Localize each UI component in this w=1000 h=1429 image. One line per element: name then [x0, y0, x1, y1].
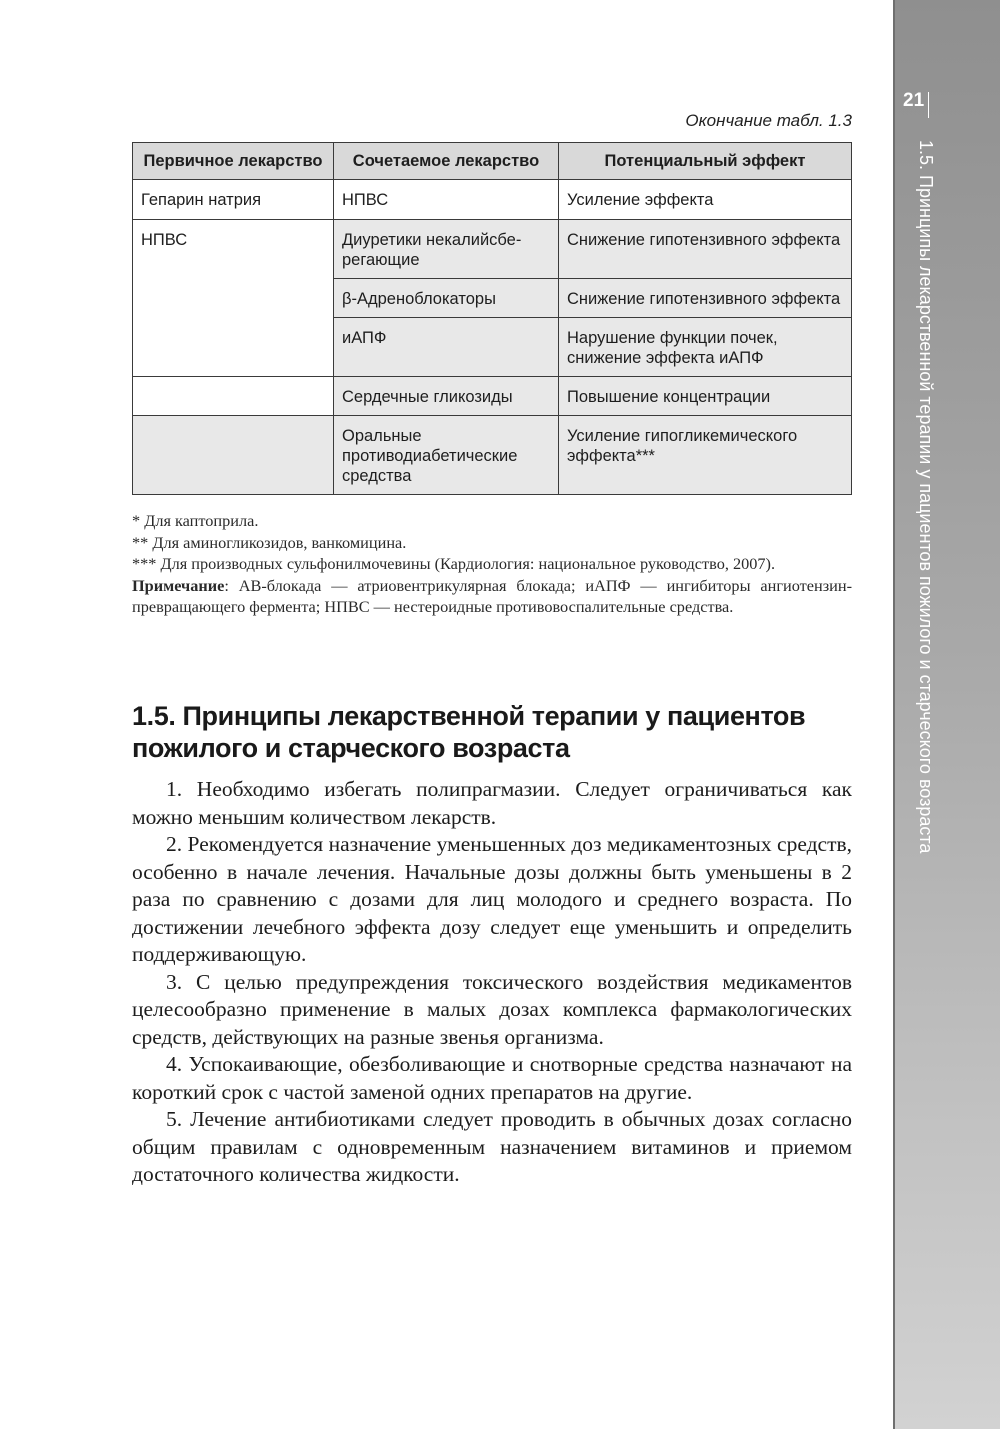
- table-header-row: [133, 143, 852, 180]
- footnote: ** Для аминогликозидов, ванкомицина.: [132, 532, 407, 552]
- table-row: [133, 416, 852, 495]
- table-cell: Гепарин натрия: [133, 180, 334, 220]
- table-row: [133, 377, 852, 416]
- table-cell: иАПФ: [334, 318, 559, 377]
- table-note: [132, 575, 852, 618]
- table-cell: НПВС: [334, 180, 559, 220]
- section-body: [132, 776, 852, 1189]
- table-row: [133, 180, 852, 220]
- page-number-divider: [928, 92, 929, 118]
- table-cell: НПВС: [133, 220, 334, 377]
- table-caption: Окончание табл. 1.3: [685, 111, 852, 130]
- column-header: Сочетаемое лекарство: [334, 143, 559, 180]
- note-label: Примечание: [132, 575, 225, 595]
- table-cell: Усиление гипогликемического эффекта***: [559, 416, 852, 495]
- table-cell: Нарушение функции почек, снижение эффекта иАПФ: [559, 318, 852, 377]
- column-header: Потенциальный эффект: [559, 143, 852, 180]
- table-cell: Диуретики некалийсбе-регающие: [334, 220, 559, 279]
- paragraph: 5. Лечение антибиотиками следует проводить в обычных дозах согласно общим правилам с одновременным назначением витаминов и приемом достаточного количества жидкости.: [132, 1107, 852, 1186]
- table-row: [133, 220, 852, 279]
- table-cell: Оральные противодиабетические средства: [334, 416, 559, 495]
- column-header: Первичное лекарство: [133, 143, 334, 180]
- footnote: * Для каптоприла.: [132, 511, 259, 530]
- table-cell: Снижение гипотензивного эффекта: [559, 279, 852, 318]
- table-cell: β-Адреноблокаторы: [334, 279, 559, 318]
- table-cell: Повышение концентрации: [559, 377, 852, 416]
- table-cell: [133, 416, 334, 495]
- table-cell: [133, 377, 334, 416]
- table-cell: Усиление эффекта: [559, 180, 852, 220]
- paragraph: 4. Успокаивающие, обезболивающие и снотворные средства назначают на короткий срок с частой заменой одних препаратов на другие.: [132, 1052, 852, 1104]
- section-heading: 1.5. Принципы лекарственной терапии у пациентов пожилого и старческого возраста: [132, 701, 806, 763]
- paragraph: 2. Рекомендуется назначение уменьшенных доз медикаментозных средств, особенно в начале лечения. Начальные дозы должны быть уменьшены в 2 раза по сравнению с дозами для лиц молодого и среднего возраста. По достижении лечебного эффекта дозу следует еще уменьшить и определить поддерживающую.: [132, 832, 852, 966]
- footnote: *** Для производных сульфонилмочевины (Кардиология: национальное руководство, 2007).: [132, 554, 776, 573]
- note-text: : АВ-блокада — атриовентрикулярная блокада; иАПФ — ингибиторы ангиотензин-превращающего фермента; НПВС — нестероидные противовоспалительные средства.: [132, 575, 852, 616]
- paragraph: 1. Необходимо избегать полипрагмазии. Следует ограничиваться как можно меньшим количеством лекарств.: [132, 777, 852, 829]
- drug-interaction-table: [132, 142, 852, 495]
- table-cell: Снижение гипотензивного эффекта: [559, 220, 852, 279]
- table-footnotes: [132, 510, 852, 618]
- paragraph: 3. С целью предупреждения токсического воздействия медикаментов целесообразно применение в малых дозах комплекса фармакологических средств, действующих на разные звенья организма.: [132, 969, 852, 1049]
- page-number: 21: [903, 90, 925, 111]
- running-head: 1.5. Принципы лекарственной терапии у пациентов пожилого и старческого возраста: [916, 140, 936, 854]
- table-cell: Сердечные гликозиды: [334, 377, 559, 416]
- side-thumb-strip: [893, 0, 1000, 1429]
